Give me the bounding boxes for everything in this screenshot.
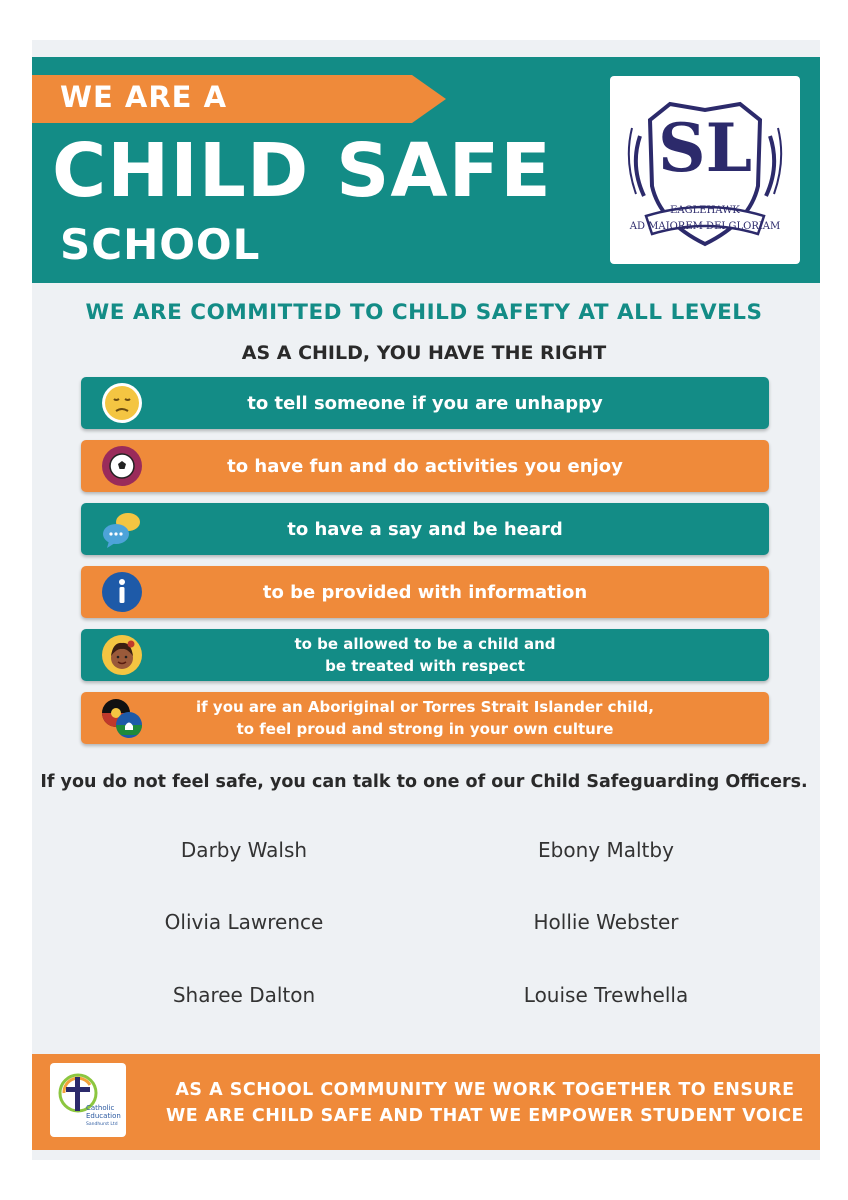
right-text	[294, 633, 555, 677]
right-text	[196, 696, 654, 740]
officer-name: Olivia Lawrence	[164, 910, 324, 934]
flags-icon	[101, 697, 143, 739]
officer-name: Sharee Dalton	[172, 983, 316, 1007]
footer-line-2: WE ARE CHILD SAFE AND THAT WE EMPOWER STUDENT VOICE	[165, 1106, 805, 1126]
officer-name: Louise Trewhella	[523, 983, 689, 1007]
right-text: to have fun and do activities you enjoy	[227, 455, 623, 477]
child-face-icon	[101, 634, 143, 676]
footer-line-1: AS A SCHOOL COMMUNITY WE WORK TOGETHER TO ENSURE	[175, 1080, 795, 1100]
officer-name: Hollie Webster	[533, 910, 679, 934]
footer-logo-text-3: Sandhurst Ltd	[86, 1122, 118, 1127]
right-text: to tell someone if you are unhappy	[247, 392, 603, 414]
right-item-unhappy	[81, 377, 769, 429]
talk-to-officer-text: If you do not feel safe, you can talk to one of our Child Safeguarding Officers.	[40, 772, 808, 792]
right-item-respect	[81, 629, 769, 681]
rights-heading: AS A CHILD, YOU HAVE THE RIGHT	[241, 342, 607, 364]
right-item-fun	[81, 440, 769, 492]
footer-logo-text-1: Catholic	[86, 1104, 115, 1112]
crest-motto-bottom: AD MAJOREM DEI GLORIAM	[629, 221, 781, 232]
committed-heading: WE ARE COMMITTED TO CHILD SAFETY AT ALL LEVELS	[85, 300, 763, 325]
crest-motto-top: EAGLEHAWK	[670, 205, 740, 216]
speech-bubbles-icon	[101, 508, 143, 550]
right-item-information	[81, 566, 769, 618]
school-label: SCHOOL	[60, 220, 261, 269]
right-text-line-1: to be allowed to be a child and	[294, 635, 556, 653]
right-text-line-1: if you are an Aboriginal or Torres Strait Islander child,	[196, 698, 654, 716]
school-crest-logo	[610, 76, 800, 264]
info-icon	[101, 571, 143, 613]
sad-face-icon	[101, 382, 143, 424]
right-text-line-2: to feel proud and strong in your own culture	[236, 720, 614, 738]
officer-name: Ebony Maltby	[538, 838, 674, 862]
right-text-line-2: be treated with respect	[325, 657, 525, 675]
crest-letters: SL	[657, 109, 753, 187]
officer-name: Darby Walsh	[180, 838, 308, 862]
soccer-ball-icon	[101, 445, 143, 487]
we-are-label: WE ARE A	[60, 80, 228, 114]
right-item-say	[81, 503, 769, 555]
catholic-education-logo	[50, 1063, 126, 1137]
child-safe-title: CHILD SAFE	[52, 128, 552, 214]
right-text: to have a say and be heard	[287, 518, 563, 540]
right-text: to be provided with information	[262, 581, 588, 603]
right-item-culture	[81, 692, 769, 744]
footer-message	[150, 1077, 820, 1129]
we-are-ribbon-arrow	[412, 75, 446, 123]
footer-logo-text-2: Education	[86, 1112, 121, 1120]
